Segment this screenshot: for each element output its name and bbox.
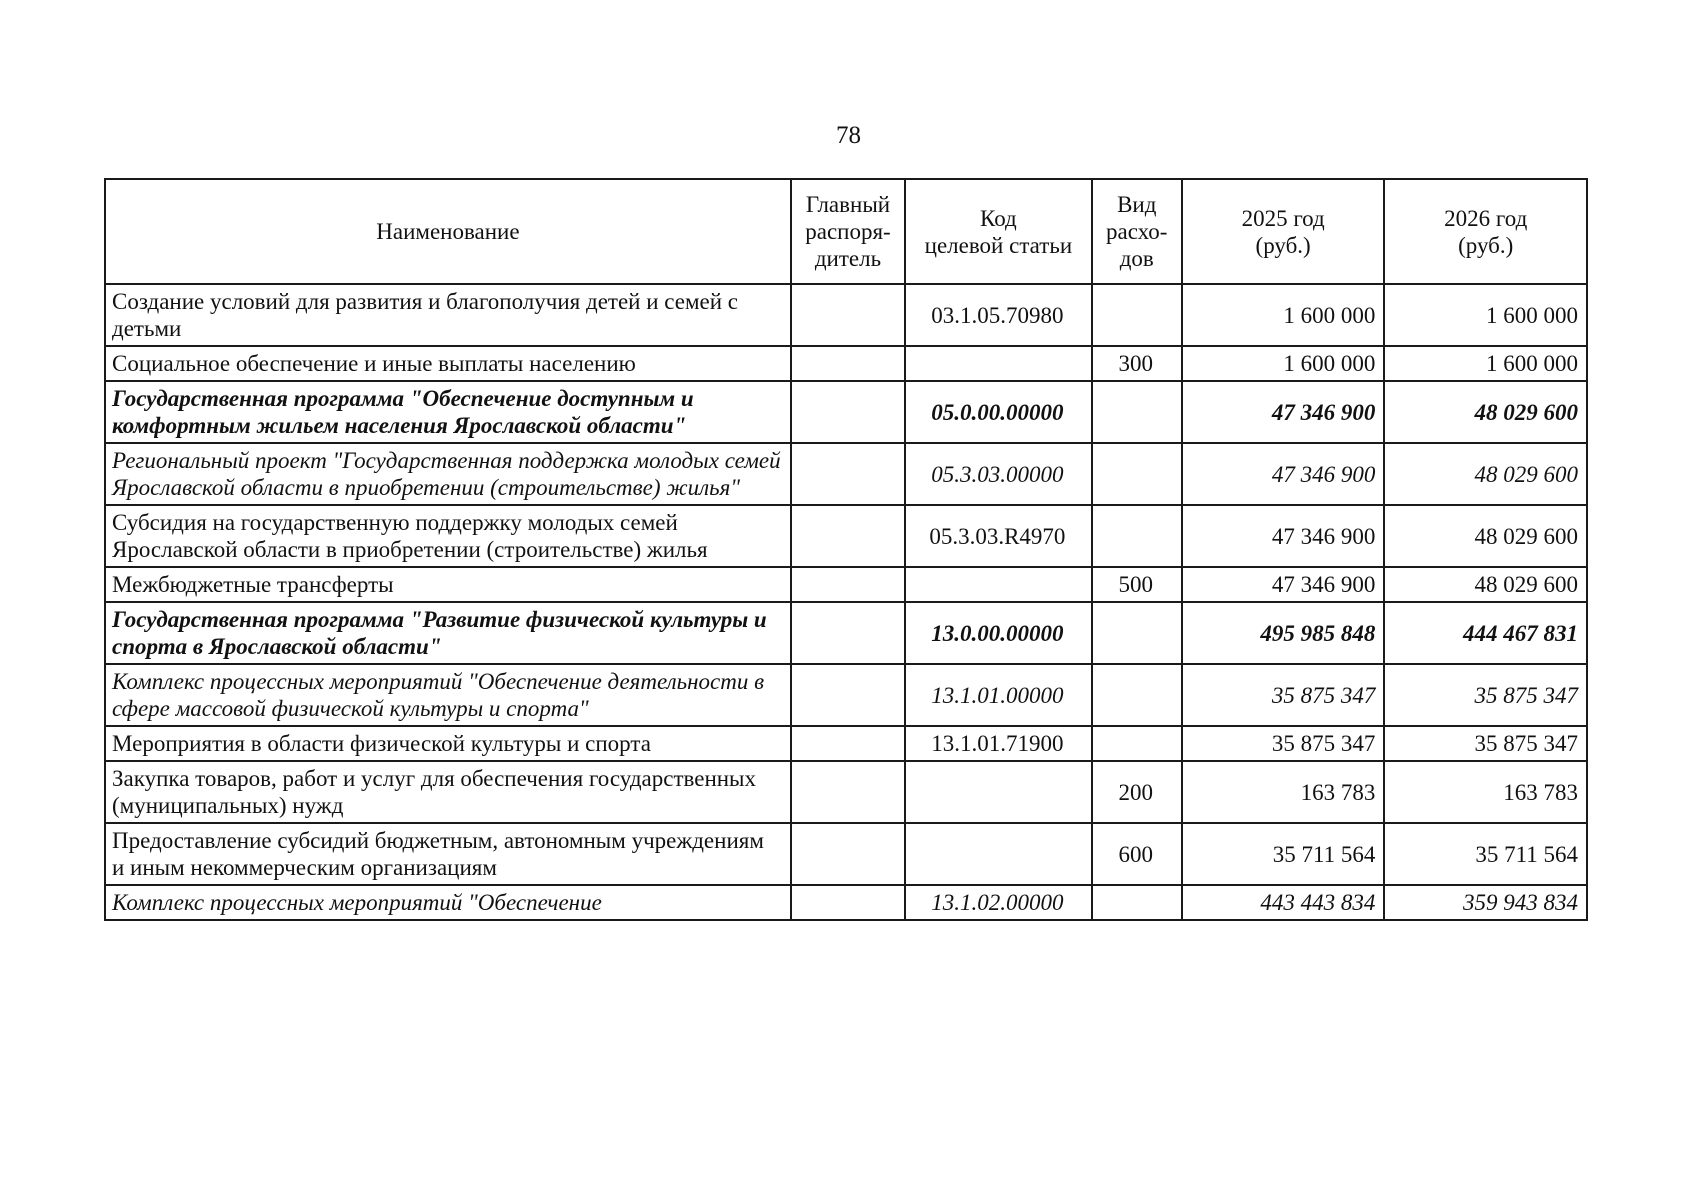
table-row [105, 664, 1587, 726]
row-name: Создание условий для развития и благополучия детей и семей с детьми [105, 284, 791, 346]
header-type-line1: Вид [1117, 192, 1157, 217]
row-amount-2025: 47 346 900 [1182, 567, 1385, 602]
row-name: Комплекс процессных мероприятий "Обеспечение деятельности в сфере массовой физической культуры и спорта" [105, 664, 791, 726]
header-admin-line2: распоря- [805, 219, 891, 244]
row-amount-2025: 1 600 000 [1182, 284, 1385, 346]
row-code: 05.3.03.R4970 [905, 505, 1092, 567]
table-row [105, 823, 1587, 885]
row-code [905, 761, 1092, 823]
header-2026-line2: (руб.) [1458, 232, 1514, 258]
row-type: 300 [1092, 346, 1182, 381]
header-name [105, 179, 791, 284]
row-admin [791, 726, 905, 761]
header-code-line2: целевой статьи [924, 232, 1073, 258]
table-row [105, 726, 1587, 761]
row-amount-2025: 163 783 [1182, 761, 1385, 823]
table-row [105, 885, 1587, 920]
row-code [905, 567, 1092, 602]
row-name: Государственная программа "Обеспечение доступным и комфортным жильем населения Ярославской области" [105, 381, 791, 443]
row-type: 600 [1092, 823, 1182, 885]
row-amount-2025: 1 600 000 [1182, 346, 1385, 381]
row-amount-2026: 48 029 600 [1384, 505, 1587, 567]
row-code [905, 823, 1092, 885]
row-code: 13.1.01.71900 [905, 726, 1092, 761]
row-amount-2026: 35 875 347 [1384, 664, 1587, 726]
budget-table [104, 178, 1588, 921]
row-amount-2026: 1 600 000 [1384, 346, 1587, 381]
row-type [1092, 726, 1182, 761]
row-code: 13.1.01.00000 [905, 664, 1092, 726]
row-type: 200 [1092, 761, 1182, 823]
row-amount-2025: 35 711 564 [1182, 823, 1385, 885]
row-code: 13.0.00.00000 [905, 602, 1092, 664]
row-type [1092, 885, 1182, 920]
row-type: 500 [1092, 567, 1182, 602]
row-code: 05.0.00.00000 [905, 381, 1092, 443]
header-type [1092, 179, 1182, 284]
row-amount-2026: 48 029 600 [1384, 381, 1587, 443]
header-name-label: Наименование [376, 219, 520, 244]
row-type [1092, 602, 1182, 664]
row-admin [791, 443, 905, 505]
table-row [105, 602, 1587, 664]
header-2026-line1: 2026 год [1444, 205, 1528, 231]
row-amount-2026: 359 943 834 [1384, 885, 1587, 920]
row-code [905, 346, 1092, 381]
header-2025-line1: 2025 год [1241, 205, 1325, 231]
header-2025-line2: (руб.) [1255, 232, 1311, 258]
header-admin-line3: дитель [814, 246, 882, 271]
row-amount-2025: 47 346 900 [1182, 443, 1385, 505]
row-type [1092, 443, 1182, 505]
row-code: 13.1.02.00000 [905, 885, 1092, 920]
row-amount-2026: 1 600 000 [1384, 284, 1587, 346]
header-code [905, 179, 1092, 284]
row-admin [791, 346, 905, 381]
table-row [105, 567, 1587, 602]
row-type [1092, 381, 1182, 443]
table-row [105, 381, 1587, 443]
row-name: Государственная программа "Развитие физической культуры и спорта в Ярославской области" [105, 602, 791, 664]
table-row [105, 346, 1587, 381]
row-amount-2026: 35 875 347 [1384, 726, 1587, 761]
row-amount-2025: 35 875 347 [1182, 664, 1385, 726]
row-name: Социальное обеспечение и иные выплаты населению [105, 346, 791, 381]
row-admin [791, 602, 905, 664]
row-type [1092, 664, 1182, 726]
row-admin [791, 664, 905, 726]
header-2026 [1384, 179, 1587, 284]
table-row [105, 505, 1587, 567]
row-amount-2026: 48 029 600 [1384, 443, 1587, 505]
header-admin-line1: Главный [805, 192, 891, 217]
row-amount-2025: 443 443 834 [1182, 885, 1385, 920]
row-type [1092, 505, 1182, 567]
table-header-row [105, 179, 1587, 284]
row-name: Предоставление субсидий бюджетным, автономным учреждениям и иным некоммерческим организациям [105, 823, 791, 885]
row-amount-2026: 444 467 831 [1384, 602, 1587, 664]
page-number: 78 [836, 122, 861, 149]
row-type [1092, 284, 1182, 346]
row-amount-2026: 48 029 600 [1384, 567, 1587, 602]
row-admin [791, 567, 905, 602]
header-code-line1: Код [980, 205, 1017, 231]
row-name: Межбюджетные трансферты [105, 567, 791, 602]
header-type-line2: расхо- [1106, 219, 1168, 244]
row-amount-2025: 35 875 347 [1182, 726, 1385, 761]
table-row [105, 761, 1587, 823]
row-name: Мероприятия в области физической культуры и спорта [105, 726, 791, 761]
row-admin [791, 284, 905, 346]
header-2025 [1182, 179, 1385, 284]
table-row [105, 443, 1587, 505]
row-name: Региональный проект "Государственная поддержка молодых семей Ярославской области в приобретении (строительстве) жилья" [105, 443, 791, 505]
row-name: Комплекс процессных мероприятий "Обеспечение [105, 885, 791, 920]
row-amount-2025: 47 346 900 [1182, 505, 1385, 567]
table-row [105, 284, 1587, 346]
row-amount-2026: 163 783 [1384, 761, 1587, 823]
row-admin [791, 505, 905, 567]
row-admin [791, 885, 905, 920]
header-type-line3: дов [1119, 246, 1154, 271]
row-amount-2025: 495 985 848 [1182, 602, 1385, 664]
row-code: 03.1.05.70980 [905, 284, 1092, 346]
row-admin [791, 823, 905, 885]
row-name: Закупка товаров, работ и услуг для обеспечения государственных (муниципальных) нужд [105, 761, 791, 823]
row-admin [791, 381, 905, 443]
row-amount-2026: 35 711 564 [1384, 823, 1587, 885]
row-code: 05.3.03.00000 [905, 443, 1092, 505]
row-admin [791, 761, 905, 823]
row-amount-2025: 47 346 900 [1182, 381, 1385, 443]
header-admin [791, 179, 905, 284]
row-name: Субсидия на государственную поддержку молодых семей Ярославской области в приобретении (строительстве) жилья [105, 505, 791, 567]
